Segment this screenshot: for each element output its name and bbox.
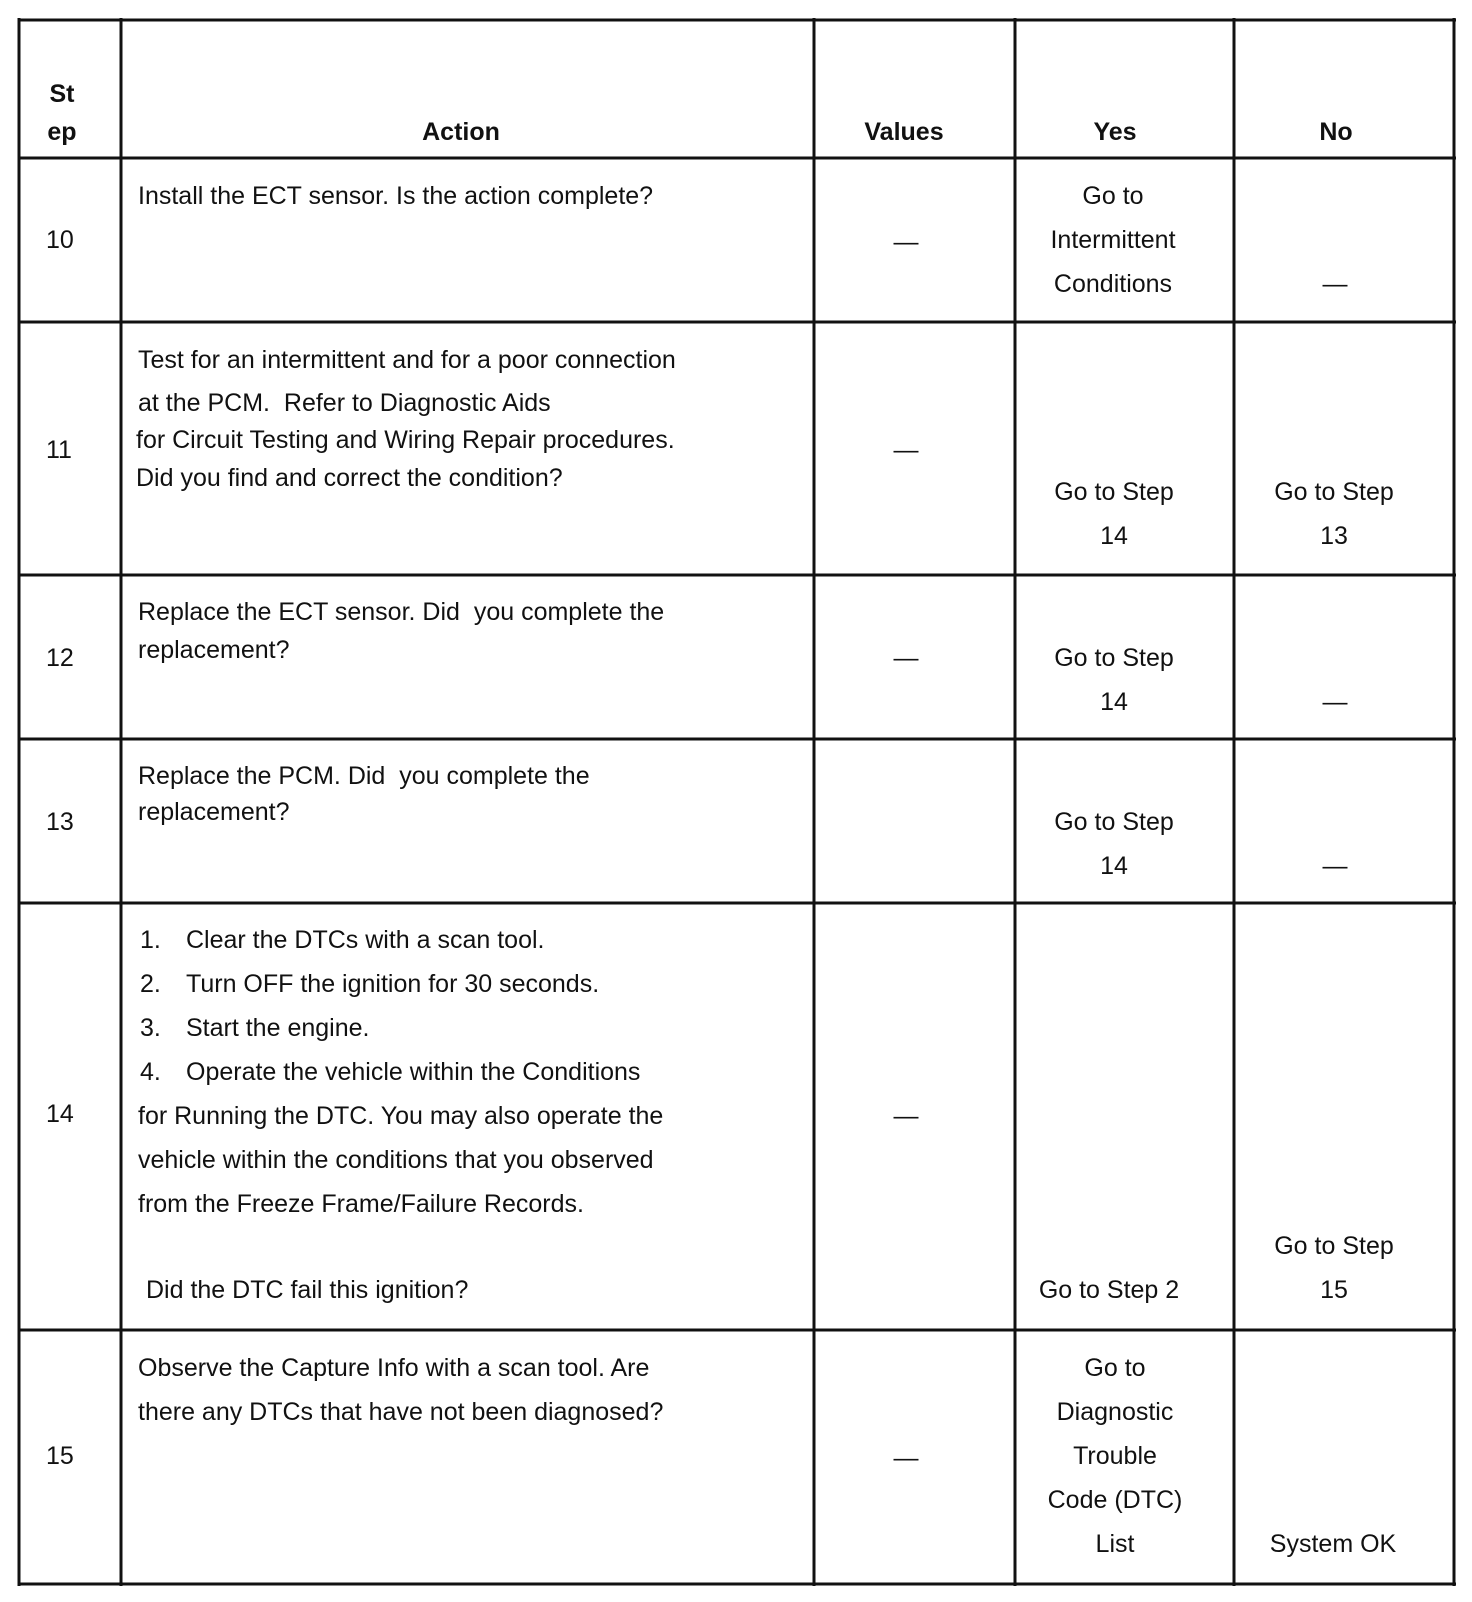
yes-cell: Intermittent bbox=[1050, 226, 1176, 254]
no-cell: 15 bbox=[1320, 1276, 1348, 1304]
no-cell: Go to Step bbox=[1274, 1232, 1394, 1260]
yes-cell: Diagnostic bbox=[1056, 1398, 1174, 1426]
no-cell: System OK bbox=[1269, 1530, 1397, 1558]
header-yes: Yes bbox=[1093, 118, 1137, 146]
no-cell: — bbox=[1322, 688, 1348, 716]
action-text: at the PCM. Refer to Diagnostic Aids bbox=[138, 389, 551, 417]
list-number: 1. bbox=[140, 926, 161, 954]
action-text: Test for an intermittent and for a poor connection bbox=[138, 346, 676, 374]
header-step-line1: St bbox=[49, 80, 75, 108]
action-text: for Running the DTC. You may also operate the bbox=[138, 1102, 664, 1130]
values-cell: — bbox=[893, 228, 919, 256]
action-question: Did the DTC fail this ignition? bbox=[146, 1276, 469, 1304]
yes-cell: Trouble bbox=[1073, 1442, 1157, 1470]
values-cell: — bbox=[893, 644, 919, 672]
no-cell: Go to Step bbox=[1274, 478, 1394, 506]
action-text: Replace the ECT sensor. Did you complete the bbox=[138, 598, 665, 626]
yes-cell: Code (DTC) bbox=[1047, 1486, 1183, 1514]
action-text: Replace the PCM. Did you complete the bbox=[138, 762, 590, 790]
action-text: Observe the Capture Info with a scan tool. Are bbox=[138, 1354, 650, 1382]
yes-cell: Go to bbox=[1084, 1354, 1146, 1382]
header-action: Action bbox=[422, 118, 500, 146]
yes-cell: 14 bbox=[1100, 522, 1128, 550]
no-cell: — bbox=[1322, 852, 1348, 880]
action-text: for Circuit Testing and Wiring Repair procedures. bbox=[136, 426, 675, 454]
yes-cell: Go to Step bbox=[1054, 808, 1174, 836]
list-item: Operate the vehicle within the Conditions bbox=[186, 1058, 641, 1086]
list-item: Clear the DTCs with a scan tool. bbox=[186, 926, 545, 954]
yes-cell: List bbox=[1095, 1530, 1135, 1558]
step-number: 10 bbox=[46, 226, 74, 254]
yes-cell: Go to bbox=[1082, 182, 1144, 210]
action-text: replacement? bbox=[138, 636, 290, 664]
step-number: 12 bbox=[46, 644, 74, 672]
values-cell: — bbox=[893, 1444, 919, 1472]
step-number: 11 bbox=[46, 436, 72, 464]
step-number: 13 bbox=[46, 808, 74, 836]
list-number: 3. bbox=[140, 1014, 161, 1042]
yes-cell: 14 bbox=[1100, 688, 1128, 716]
yes-cell: Conditions bbox=[1053, 270, 1173, 298]
header-no: No bbox=[1319, 118, 1353, 146]
action-text: replacement? bbox=[138, 798, 290, 826]
action-text: Did you find and correct the condition? bbox=[136, 464, 563, 492]
values-cell: — bbox=[893, 1102, 919, 1130]
yes-cell: 14 bbox=[1100, 852, 1128, 880]
action-text: Install the ECT sensor. Is the action complete? bbox=[138, 182, 654, 210]
values-cell: — bbox=[893, 436, 919, 464]
list-number: 2. bbox=[140, 970, 161, 998]
action-text: from the Freeze Frame/Failure Records. bbox=[138, 1190, 584, 1218]
list-item: Turn OFF the ignition for 30 seconds. bbox=[186, 970, 600, 998]
action-text: vehicle within the conditions that you observed bbox=[138, 1146, 654, 1174]
yes-cell: Go to Step bbox=[1054, 478, 1174, 506]
list-item: Start the engine. bbox=[186, 1014, 370, 1042]
yes-cell: Go to Step 2 bbox=[1038, 1276, 1180, 1304]
action-text: there any DTCs that have not been diagnosed? bbox=[138, 1398, 664, 1426]
no-cell: 13 bbox=[1320, 522, 1348, 550]
header-step-line2: ep bbox=[47, 118, 77, 146]
header-values: Values bbox=[864, 118, 944, 146]
step-number: 14 bbox=[46, 1100, 74, 1128]
no-cell: — bbox=[1322, 270, 1348, 298]
yes-cell: Go to Step bbox=[1054, 644, 1174, 672]
list-number: 4. bbox=[140, 1058, 161, 1086]
step-number: 15 bbox=[46, 1442, 74, 1470]
